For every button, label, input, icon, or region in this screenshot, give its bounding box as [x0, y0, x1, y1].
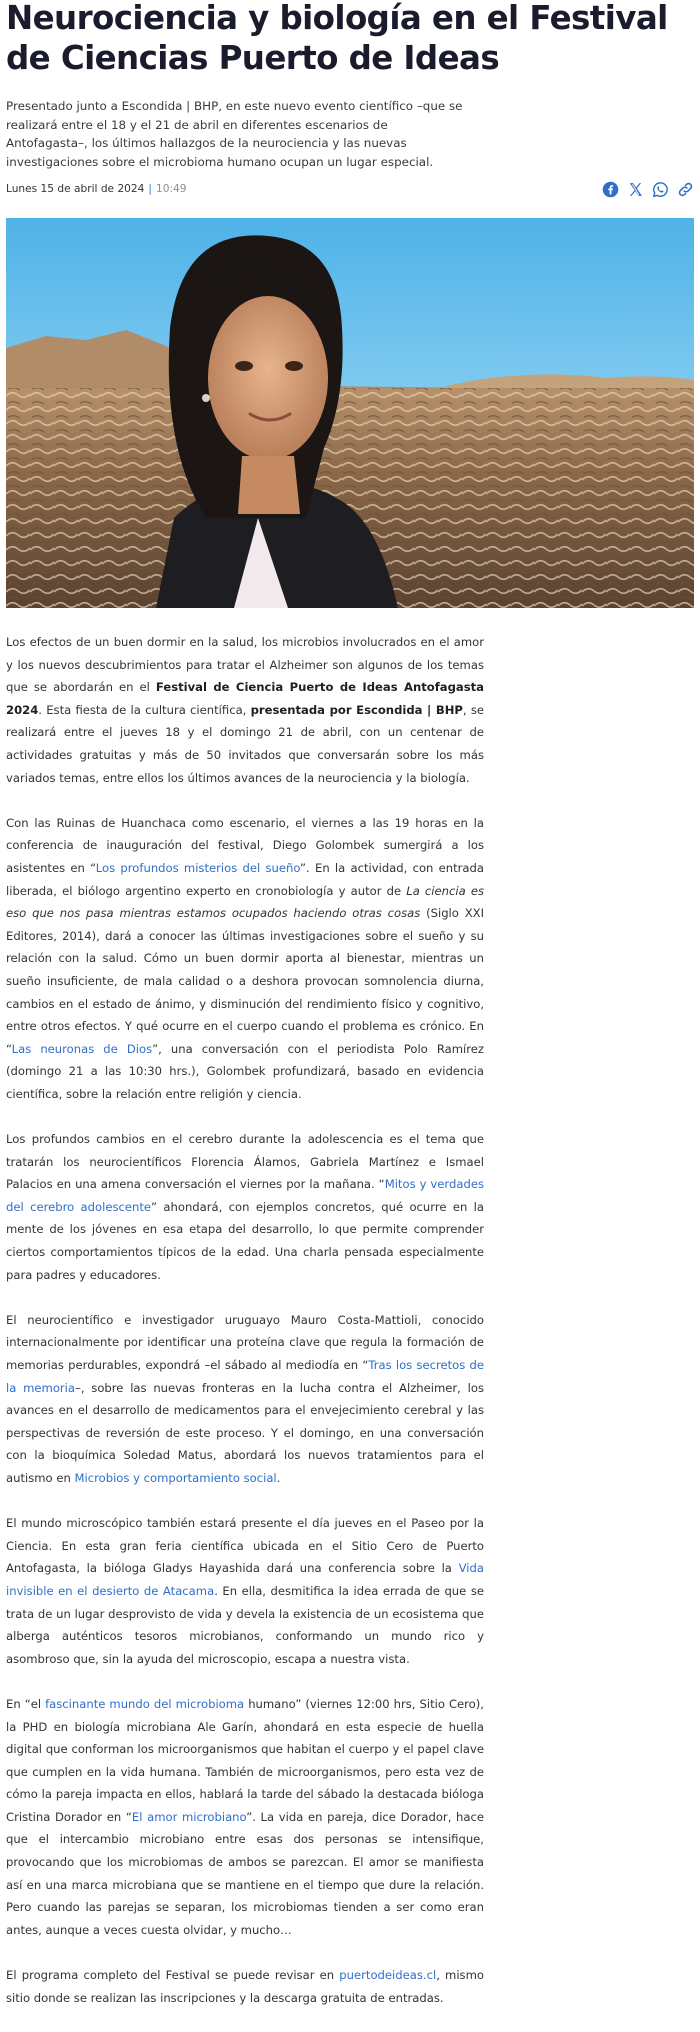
paragraph-text: . — [276, 1470, 281, 1485]
link-puertodeideas[interactable]: puertodeideas.cl — [339, 1968, 437, 1983]
paragraph-text: (Siglo XXI Editores, 2014), dará a conocer las últimas investigaciones sobre el sueño y su relación con la salud. Cómo un buen dormir aporta al bienestar, mientras un sueño insuficiente, de mala calidad o a deshora provocan somnolencia diurna, cambios en el estado de ánimo, y disminución del rendimiento físico y cognitivo, entre otros efectos. Y qué ocurre en el cuerpo cuando el problema es crónico. En “ — [6, 906, 484, 1056]
article-title: Neurociencia y biología en el Festival de Ciencias Puerto de Ideas — [6, 0, 668, 77]
link-vida-invisible[interactable]: Vida invisible en el desierto de Atacama — [6, 1561, 484, 1598]
hero-photo — [6, 218, 694, 608]
x-icon[interactable] — [627, 181, 644, 198]
paragraph-text: Los efectos de un buen dormir en la salud, los microbios involucrados en el amor y los nuevos descubrimientos para tratar el Alzheimer son algunos de los temas que se abordarán en el — [6, 635, 484, 695]
paragraph-text: El mundo microscópico también estará presente el día jueves en el Paseo por la Ciencia. En esta gran feria científica ubicada en el Sitio Cero de Puerto Antofagasta, la bióloga Gladys Hayashida dará una conferencia sobre la — [6, 1516, 484, 1576]
paragraph-text: humano” (viernes 12:00 hrs, Sitio Cero), la PHD en biología microbiana Ale Garín, ahondará en esta especie de huella digital que conforman los microorganismos que habitan el cuerpo y el papel clave que cumplen en la vida humana. También de microorganismos, pero esta vez de cómo la pareja impacta en ellos, hablará la tarde del sábado la destacada bióloga Cristina Dorador en “ — [6, 1696, 484, 1824]
date-separator: | — [148, 183, 152, 195]
bold-text: presentada por Escondida | BHP — [250, 702, 463, 717]
paragraph — [6, 1693, 484, 1942]
publish-date — [6, 183, 187, 195]
publish-time: 10:49 — [155, 183, 187, 195]
paragraph — [6, 1128, 484, 1286]
paragraph-text: . En ella, desmitifica la idea errada de que se trata de un lugar desprovisto de vida y devela la existencia de un ecosistema que alberga auténticos tesoros microbianos, conformando un mundo rico y asombroso que, sin la ayuda del microscopio, escapa a nuestra vista. — [6, 1583, 484, 1666]
link-icon[interactable] — [677, 181, 694, 198]
paragraph — [6, 1964, 484, 2009]
link-neuronas-de-dios[interactable]: Las neuronas de Dios — [11, 1041, 153, 1056]
paragraph — [6, 631, 484, 789]
italic-book-title: La ciencia es eso que nos pasa mientras estamos ocupados haciendo otras cosas — [6, 883, 485, 921]
paragraph-text: En “el — [6, 1696, 46, 1711]
article-body — [6, 631, 484, 2032]
paragraph — [6, 1512, 484, 1670]
share-bar — [602, 181, 694, 198]
article — [6, 0, 694, 2005]
meta-row — [6, 178, 694, 200]
paragraph-text: ” ahondará, con ejemplos concretos, qué ocurre en la mente de los jóvenes en esa etapa del desarrollo, lo que permite comprender ciertos comportamientos típicos de la edad. Una charla pensada especialmente para padres y educadores. — [6, 1199, 484, 1282]
paragraph-text: ”. La vida en pareja, dice Dorador, hace que el intercambio microbiano entre esas dos personas se intensifique, provocando que los microbiomas de ambos se parezcan. El amor se manifiesta así en una marca microbiana que se mantiene en el tiempo que dure la relación. Pero cuando las parejas se separan, los microbiomas tienden a ser como eran antes, aunque a veces cuesta olvidar, y mucho… — [6, 1809, 484, 1937]
paragraph-text: Con las Ruinas de Huanchaca como escenario, el viernes a las 19 horas en la conferencia de inauguración del festival, Diego Golombek sumergirá a los asistentes en “ — [6, 815, 484, 875]
date-text: Lunes 15 de abril de 2024 — [6, 183, 145, 195]
paragraph-text: , se realizará entre el jueves 18 y el domingo 21 de abril, con un centenar de actividades gratuitas y más de 50 invitados que conversarán sobre los más variados temas, entre ellos los últimos avances de la neurociencia y la biología. — [6, 702, 485, 785]
paragraph-text: ”, una conversación con el periodista Polo Ramírez (domingo 21 a las 10:30 hrs.), Golombek profundizará, basado en evidencia científica, sobre la relación entre religión y ciencia. — [6, 1041, 484, 1101]
paragraph-text: El programa completo del Festival se puede revisar en — [6, 1968, 340, 1983]
link-microbios-comportamiento[interactable]: Microbios y comportamiento social — [74, 1470, 277, 1485]
link-amor-microbiano[interactable]: El amor microbiano — [131, 1809, 247, 1824]
facebook-icon[interactable] — [602, 181, 619, 198]
paragraph-text: . Esta fiesta de la cultura científica, — [38, 702, 251, 717]
paragraph-text: El neurocientífico e investigador uruguayo Mauro Costa-Mattioli, conocido internacionalmente por identificar una proteína clave que regula la formación de memorias perdurables, expondrá –el sábado al mediodía en “ — [6, 1312, 484, 1372]
paragraph — [6, 812, 484, 1106]
link-cerebro-adolescente[interactable]: Mitos y verdades del cerebro adolescente — [6, 1177, 484, 1214]
paragraph-text: –, sobre las nuevas fronteras en la lucha contra el Alzheimer, los avances en el desarrollo de medicamentos para el envejecimiento cerebral y las perspectivas de reversión de este proceso. Y el domingo, en una conversación con la bioquímica Soledad Matus, abordará los nuevos tratamientos para el autismo en — [6, 1380, 484, 1485]
link-secretos-memoria[interactable]: Tras los secretos de la memoria — [6, 1358, 484, 1395]
paragraph — [6, 1309, 484, 1490]
paragraph-text: Los profundos cambios en el cerebro durante la adolescencia es el tema que tratarán los neurocientíficos Florencia Álamos, Gabriela Martínez e Ismael Palacios en una amena conversación el viernes por la mañana. “ — [6, 1132, 484, 1192]
bold-text: Festival de Ciencia Puerto de Ideas Antofagasta 2024 — [6, 680, 484, 717]
paragraph-text: ”. En la actividad, con entrada liberada, el biólogo argentino experto en cronobiología y autor de — [6, 860, 485, 898]
whatsapp-icon[interactable] — [652, 181, 669, 198]
link-mundo-microbioma[interactable]: fascinante mundo del microbioma — [45, 1696, 245, 1711]
article-lead: Presentado junto a Escondida | BHP, en este nuevo evento científico –que se realizará entre el 18 y el 21 de abril en diferentes escenarios de Antofagasta–, los últimos hallazgos de la neurociencia y las nuevas investigaciones sobre el microbioma humano ocupan un lugar especial. — [6, 99, 463, 169]
link-misterios-del-sueno[interactable]: Los profundos misterios del sueño — [95, 860, 301, 875]
hero-image — [6, 218, 694, 608]
paragraph-text: , mismo sitio donde se realizan las inscripciones y la descarga gratuita de entradas. — [6, 1968, 484, 2005]
